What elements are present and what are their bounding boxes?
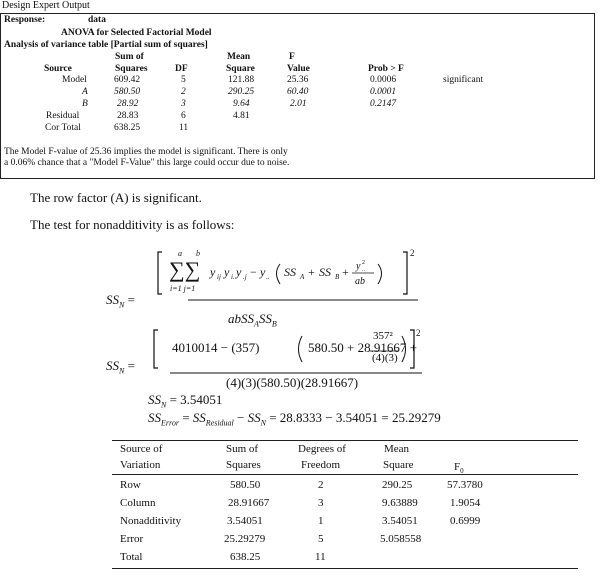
anova-title: ANOVA for Selected Factorial Model <box>61 28 212 38</box>
t2-cell: 57.3780 <box>447 479 483 491</box>
svg-text:..: .. <box>266 273 270 281</box>
row-ms: 121.88 <box>228 75 255 85</box>
svg-text:A: A <box>300 273 305 281</box>
svg-text:+: + <box>308 265 315 279</box>
row-source: Cor Total <box>45 123 81 133</box>
t2-cell: 5 <box>318 533 324 545</box>
row-source: B <box>82 99 88 109</box>
t2-cell: 5.058558 <box>380 533 422 545</box>
row-factor-text: The row factor (A) is significant. <box>30 190 202 205</box>
svg-text:2: 2 <box>362 260 365 266</box>
ssn-label-2: $SS_N$ = <box>106 358 135 376</box>
t2-cell: Row <box>120 479 141 491</box>
t2-cell: 0.6999 <box>450 515 481 527</box>
num2-frac-num: 357² <box>373 330 393 342</box>
svg-text:−: − <box>250 265 257 279</box>
svg-text:y: y <box>236 265 242 279</box>
col-f: F <box>289 52 295 62</box>
row-df: 6 <box>181 111 186 121</box>
row-p: 0.2147 <box>370 99 397 109</box>
note-line-2: a 0.06% chance that a "Model F-Value" this large could occur due to noise. <box>4 158 290 168</box>
svg-text:y: y <box>356 261 361 272</box>
nonadditivity-formula <box>148 244 418 312</box>
row-ms: 290.25 <box>228 87 255 97</box>
test-intro-text: The test for nonadditivity is as follows: <box>30 217 235 232</box>
row-p: 0.0001 <box>370 87 397 97</box>
t2-header: Squares <box>226 459 261 471</box>
svg-text:y: y <box>224 265 230 279</box>
svg-text:SS: SS <box>284 265 296 279</box>
t2-cell: 9.63889 <box>382 497 418 509</box>
row-df: 3 <box>181 99 186 109</box>
row-source: Model <box>62 75 87 85</box>
output-title: Design Expert Output <box>2 0 90 11</box>
note-line-1: The Model F-value of 25.36 implies the model is significant. There is only <box>4 147 288 157</box>
row-ss: 28.92 <box>117 99 139 109</box>
row-ms: 9.64 <box>233 99 250 109</box>
t2-cell: Error <box>120 533 144 545</box>
svg-text:y: y <box>260 265 266 279</box>
svg-text:y: y <box>210 265 216 279</box>
t2-header: Mean <box>384 443 410 455</box>
row-note: significant <box>443 75 484 85</box>
col-df: DF <box>175 64 188 74</box>
svg-text:∑∑: ∑∑ <box>169 257 201 282</box>
num2-frac-den: (4)(3) <box>372 352 398 364</box>
table-top-rule <box>112 440 578 441</box>
row-ss: 638.25 <box>114 123 141 133</box>
t2-cell: 290.25 <box>382 479 413 491</box>
col-prob: Prob > F <box>368 64 404 74</box>
svg-text:ab: ab <box>355 276 365 287</box>
t2-header: Square <box>383 459 414 471</box>
ssn-label-1: $SS_N$ = <box>106 292 135 310</box>
t2-cell: 3 <box>318 497 324 509</box>
row-f: 60.40 <box>287 87 309 97</box>
col-squares: Squares <box>115 64 148 74</box>
response-value: data <box>88 15 106 25</box>
col-source: Source <box>44 64 72 74</box>
t2-cell: Nonadditivity <box>120 515 182 527</box>
t2-cell: 28.91667 <box>228 497 270 509</box>
result-1: $SS_N = 3.54051$ <box>148 392 223 410</box>
col-sum-of: Sum of <box>115 52 144 62</box>
anova-subtitle: Analysis of variance table [Partial sum of squares] <box>4 40 208 50</box>
svg-text:a: a <box>178 249 182 258</box>
t2-cell: 3.54051 <box>227 515 263 527</box>
t2-header: Variation <box>120 459 161 471</box>
t2-cell: 25.29279 <box>224 533 266 545</box>
t2-header: Degrees of <box>298 443 346 455</box>
svg-text:2: 2 <box>416 328 421 338</box>
row-ms: 4.81 <box>233 111 250 121</box>
response-label: Response: <box>4 15 46 25</box>
t2-cell: 2 <box>318 479 324 491</box>
t2-header: Freedom <box>301 459 341 471</box>
t2-header-f0: $F_0$ <box>454 461 464 476</box>
svg-text:B: B <box>335 273 340 281</box>
t2-cell: 1 <box>318 515 324 527</box>
den1: $abSS_ASS_B$ <box>228 311 277 329</box>
row-f: 25.36 <box>287 75 309 85</box>
result-2: $SS_{Error} = SS_{Residual} - SS_N = 28.8333 - 3.54051 = 25.29279$ <box>148 410 441 428</box>
t2-cell: 580.50 <box>230 479 261 491</box>
row-ss: 580.50 <box>114 87 141 97</box>
row-ss: 28.83 <box>117 111 139 121</box>
t2-header: Sum of <box>226 443 259 455</box>
table-header-rule <box>112 474 578 475</box>
svg-text:i=1 j=1: i=1 j=1 <box>170 284 196 293</box>
svg-text:2: 2 <box>410 248 415 258</box>
svg-text:+: + <box>342 265 349 279</box>
col-square: Square <box>226 64 255 74</box>
row-ss: 609.42 <box>114 75 141 85</box>
row-source: Residual <box>46 111 80 121</box>
t2-cell: 638.25 <box>230 551 261 563</box>
col-value: Value <box>287 64 310 74</box>
svg-text:i.: i. <box>231 273 235 281</box>
svg-text:.j: .j <box>243 273 247 281</box>
svg-text:..: .. <box>362 267 365 273</box>
row-df: 2 <box>181 87 186 97</box>
row-df: 11 <box>179 123 189 133</box>
num2-a: 4010014 − (357) <box>172 340 260 355</box>
t2-cell: 3.54051 <box>382 515 418 527</box>
den2: (4)(3)(580.50)(28.91667) <box>226 375 359 390</box>
t2-cell: 1.9054 <box>450 497 481 509</box>
col-mean: Mean <box>227 52 251 62</box>
t2-cell: Column <box>120 497 156 509</box>
row-source: A <box>82 87 88 97</box>
t2-header: Source of <box>120 443 163 455</box>
svg-text:b: b <box>196 249 200 258</box>
row-f: 2.01 <box>290 99 307 109</box>
num2-b: 580.50 + 28.91667 + <box>308 340 417 355</box>
t2-cell: 11 <box>315 551 326 563</box>
row-p: 0.0006 <box>370 75 397 85</box>
t2-cell: Total <box>120 551 143 563</box>
svg-text:ij: ij <box>217 273 221 281</box>
row-df: 5 <box>181 75 186 85</box>
svg-text:SS: SS <box>319 265 331 279</box>
table-bottom-rule <box>112 568 578 569</box>
